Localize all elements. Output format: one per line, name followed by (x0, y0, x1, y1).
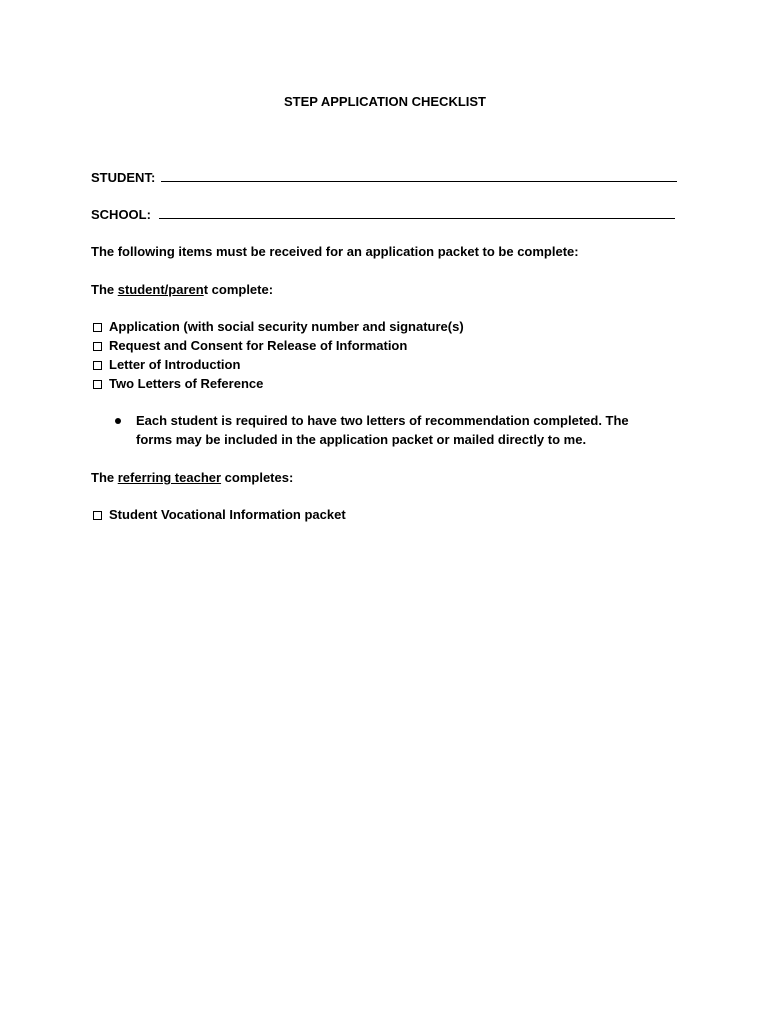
section-student-suffix: t complete: (203, 282, 274, 297)
section-teacher-prefix: The (91, 470, 118, 485)
section-teacher-underlined: referring teacher (117, 470, 222, 485)
checklist-item-label: Request and Consent for Release of Information (109, 338, 408, 353)
intro-text: The following items must be received for an application packet to be complete: (91, 244, 579, 259)
section-student-heading (91, 282, 273, 298)
bullet-icon (115, 418, 121, 424)
checklist-item-label: Two Letters of Reference (109, 376, 264, 391)
checklist-item-label: Letter of Introduction (109, 357, 241, 372)
checkbox-icon (93, 342, 102, 351)
checklist-item (91, 376, 263, 392)
student-label: STUDENT: (91, 170, 156, 185)
bullet-line-2: forms may be included in the application packet or mailed directly to me. (136, 432, 587, 447)
checklist-item (91, 357, 240, 373)
checkbox-icon (93, 511, 102, 520)
checklist-item (91, 338, 407, 354)
student-blank (161, 169, 677, 182)
section-student-underlined: student/paren (117, 282, 204, 297)
school-blank (159, 206, 675, 219)
checklist-item-label: Application (with social security number and signature(s) (109, 319, 464, 334)
checklist-item (91, 319, 464, 335)
school-line (91, 206, 675, 223)
school-label: SCHOOL: (91, 207, 151, 222)
section-teacher-suffix: completes: (221, 470, 294, 485)
student-line (91, 169, 677, 186)
checklist-item (91, 507, 346, 523)
bullet-line-1: Each student is required to have two letters of recommendation completed. The (136, 413, 629, 428)
section-student-prefix: The (91, 282, 118, 297)
checkbox-icon (93, 323, 102, 332)
checkbox-icon (93, 380, 102, 389)
checklist-item-label: Student Vocational Information packet (109, 507, 346, 522)
checkbox-icon (93, 361, 102, 370)
document-title: STEP APPLICATION CHECKLIST (284, 94, 486, 109)
section-teacher-heading (91, 470, 293, 486)
